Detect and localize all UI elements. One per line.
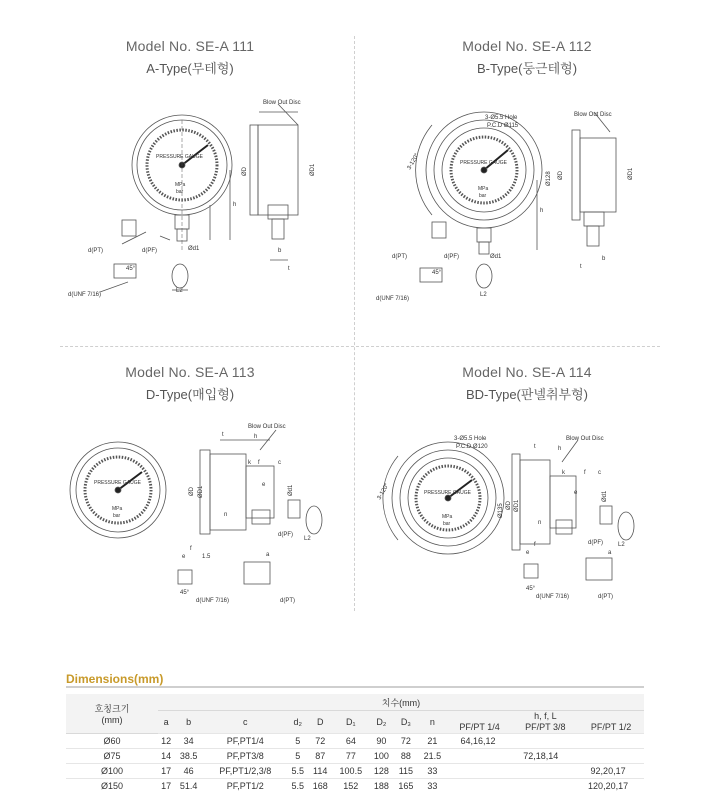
blow-out-disc-label: Blow Out Disc (566, 436, 604, 442)
col-header-d2: d₂ (288, 711, 308, 734)
table-cell-hfl14 (447, 764, 510, 779)
dim-e-small-label: e (182, 554, 186, 560)
d-pf-label: d(PF) (278, 532, 293, 538)
table-cell-D3: 165 (394, 779, 418, 794)
model-subtitle: B-Type(둥근테형) (476, 61, 578, 76)
dim-45-label: 45° (180, 590, 190, 596)
hfl-col-14: PF/PT 1/4 (459, 722, 500, 732)
table-cell-c: PF,PT1/2,3/8 (203, 764, 288, 779)
d-128-label: Ø128 (546, 171, 552, 186)
model-section-d (30, 350, 350, 610)
technical-drawing-bd (362, 350, 692, 610)
table-cell-hfl38 (509, 734, 572, 749)
dim-1-5-label: 1.5 (202, 554, 211, 560)
dim-k-label: k (248, 460, 251, 466)
dim-f-label: f (258, 460, 260, 466)
mpa-label: MPa (112, 506, 123, 512)
col-header-D: D (308, 711, 332, 734)
model-title: Model No. SE-A 112 (462, 38, 592, 54)
hfl-header-group (447, 711, 644, 734)
phi-d1-label: ØD1 (628, 167, 634, 180)
table-cell-D: 114 (308, 764, 332, 779)
phi-d1-label: ØD1 (514, 499, 520, 512)
model-title: Model No. SE-A 113 (125, 364, 255, 380)
nominal-unit-text: (mm) (101, 715, 123, 725)
col-header-D1: D₁ (332, 711, 369, 734)
nominal-size-header (66, 694, 158, 734)
l2-label: L2 (618, 542, 625, 548)
dimensions-title: Dimensions(mm) (66, 672, 164, 686)
hfl-header: h, f, L (534, 711, 557, 721)
dim-c-label: c (278, 460, 281, 466)
table-cell-hfl14 (447, 779, 510, 794)
dim-h-label: h (540, 208, 544, 214)
table-cell-D: 168 (308, 779, 332, 794)
dim-t-label: t (222, 432, 224, 438)
dimensions-body (66, 734, 644, 794)
table-cell-D2: 100 (369, 749, 393, 764)
table-cell-n: 33 (418, 779, 447, 794)
technical-drawing-d (30, 350, 350, 610)
model-subtitle: BD-Type(판넬취부형) (465, 387, 589, 402)
col-header-D2: D₂ (369, 711, 393, 734)
bar-label: bar (479, 193, 487, 199)
dimensions-rule (66, 686, 644, 688)
dim-a-label: a (266, 552, 270, 558)
dim-h-label: h (233, 202, 237, 208)
table-cell-D3: 72 (394, 734, 418, 749)
table-cell-D1: 77 (332, 749, 369, 764)
d-pt-label: d(PT) (392, 254, 407, 260)
table-cell-hfl12: 120,20,17 (572, 779, 644, 794)
bar-label: bar (443, 521, 451, 527)
table-cell-n: 33 (418, 764, 447, 779)
d-pt-label: d(PT) (598, 594, 613, 600)
d-pf-label: d(PF) (588, 540, 603, 546)
angle-label: 3-120° (376, 482, 391, 501)
table-cell-D1: 152 (332, 779, 369, 794)
table-cell-size: Ø60 (66, 734, 158, 749)
table-cell-b: 46 (174, 764, 203, 779)
phi-d1-label: ØD1 (198, 485, 204, 498)
table-cell-D1: 64 (332, 734, 369, 749)
dim-45-label: 45° (526, 586, 536, 592)
table-cell-D3: 88 (394, 749, 418, 764)
table-cell-size: Ø150 (66, 779, 158, 794)
dim-h-label: h (558, 446, 562, 452)
table-cell-d2: 5 (288, 749, 308, 764)
col-header-n: n (418, 711, 447, 734)
pressure-gauge-label: PRESSURE GAUGE (94, 480, 141, 486)
phi-d-label: ØD (506, 501, 512, 510)
table-cell-a: 17 (158, 764, 174, 779)
technical-drawing-a (30, 0, 350, 345)
d-135-label: Ø135 (498, 503, 504, 518)
d-unf-label: d(UNF 7/16) (536, 594, 570, 600)
dim-t-label: t (580, 264, 582, 270)
table-cell-c: PF,PT1/2 (203, 779, 288, 794)
pressure-gauge-label: PRESSURE GAUGE (460, 160, 507, 166)
table-cell-d2: 5.5 (288, 764, 308, 779)
hfl-col-12: PF/PT 1/2 (590, 722, 632, 732)
d-pt-label: d(PT) (280, 598, 295, 604)
phi-d-label: ØD (558, 171, 564, 180)
dim-n-label: n (538, 520, 542, 526)
dim-e-small-label: e (526, 550, 530, 556)
technical-drawing-b (362, 0, 692, 345)
hole-label: 3-Ø5.5 Hole (454, 436, 487, 442)
d-unf-label: d(UNF 7/16) (68, 292, 102, 298)
angle-label: 3-120° (406, 152, 421, 171)
table-cell-hfl14: 64,16,12 (447, 734, 510, 749)
dim-e-label: e (262, 482, 266, 488)
nominal-header-text: 호칭크기 (94, 704, 130, 714)
dim-a-label: a (608, 550, 612, 556)
d1-small-label: Ød1 (288, 484, 294, 496)
model-section-b (362, 0, 692, 345)
table-cell-c: PF,PT3/8 (203, 749, 288, 764)
quadrant-divider-vertical (354, 36, 355, 611)
dim-n-label: n (224, 512, 228, 518)
table-cell-hfl12: 92,20,17 (572, 764, 644, 779)
table-cell-a: 12 (158, 734, 174, 749)
mpa-label: MPa (442, 514, 453, 520)
table-cell-D1: 100.5 (332, 764, 369, 779)
dim-t-label: t (534, 444, 536, 450)
blow-out-disc-label: Blow Out Disc (263, 100, 301, 106)
mpa-label: MPa (175, 182, 186, 188)
table-cell-hfl14 (447, 749, 510, 764)
table-cell-b: 51.4 (174, 779, 203, 794)
dim-e-label: e (574, 490, 578, 496)
table-cell-a: 14 (158, 749, 174, 764)
dim-45-label: 45° (126, 266, 136, 272)
phi-d-label: ØD (242, 167, 248, 176)
table-cell-n: 21.5 (418, 749, 447, 764)
col-header-c: c (203, 711, 288, 734)
blow-out-disc-label: Blow Out Disc (248, 424, 286, 430)
dim-b-label: b (278, 248, 282, 254)
table-cell-c: PF,PT1/4 (203, 734, 288, 749)
phi-d1-label: ØD1 (310, 163, 316, 176)
model-section-a (30, 0, 350, 345)
table-cell-size: Ø75 (66, 749, 158, 764)
table-cell-n: 21 (418, 734, 447, 749)
bar-label: bar (113, 513, 121, 519)
dim-f-small-label: f (534, 542, 536, 548)
pcd-label: P.C.D Ø115 (487, 123, 519, 129)
d-unf-label: d(UNF 7/16) (196, 598, 230, 604)
model-subtitle: A-Type(무테형) (146, 61, 234, 76)
l2-label: L2 (304, 536, 311, 542)
table-cell-D2: 128 (369, 764, 393, 779)
table-cell-hfl38: 72,18,14 (509, 749, 572, 764)
table-row (66, 749, 644, 764)
hole-label: 3-Ø5.5 Hole (485, 115, 518, 121)
model-title: Model No. SE-A 114 (462, 364, 592, 380)
dim-h-label: h (254, 434, 258, 440)
mpa-label: MPa (478, 186, 489, 192)
l2-label: L2 (480, 292, 487, 298)
table-row (66, 764, 644, 779)
table-cell-d2: 5.5 (288, 779, 308, 794)
model-section-bd (362, 350, 692, 610)
blow-out-disc-label: Blow Out Disc (574, 112, 612, 118)
dim-f-label: f (584, 470, 586, 476)
phi-d-label: ØD (189, 487, 195, 496)
pressure-gauge-label: PRESSURE GAUGE (424, 490, 471, 496)
d1-small-label: Ød1 (188, 246, 200, 252)
d-pf-label: d(PF) (444, 254, 459, 260)
hfl-col-38: PF/PT 3/8 (525, 722, 566, 732)
col-header-b: b (174, 711, 203, 734)
pressure-gauge-label: PRESSURE GAUGE (156, 154, 203, 160)
d1-small-label: Ød1 (602, 490, 608, 502)
table-cell-D3: 115 (394, 764, 418, 779)
col-header-a: a (158, 711, 174, 734)
dim-45-label: 45° (432, 270, 442, 276)
table-row (66, 779, 644, 794)
table-cell-hfl38 (509, 764, 572, 779)
table-cell-hfl12 (572, 734, 644, 749)
col-header-D3: D₃ (394, 711, 418, 734)
dimensions-table (66, 694, 644, 793)
table-cell-hfl38 (509, 779, 572, 794)
d-unf-label: d(UNF 7/16) (376, 296, 410, 302)
d1-small-label: Ød1 (490, 254, 502, 260)
group-header: 치수(mm) (158, 694, 644, 711)
table-cell-D: 87 (308, 749, 332, 764)
table-cell-size: Ø100 (66, 764, 158, 779)
dim-f-small-label: f (190, 546, 192, 552)
bar-label: bar (176, 189, 184, 195)
dim-c-label: c (598, 470, 601, 476)
table-cell-b: 38.5 (174, 749, 203, 764)
table-cell-d2: 5 (288, 734, 308, 749)
dim-k-label: k (562, 470, 565, 476)
d-pf-label: d(PF) (142, 248, 157, 254)
pcd-label: P.C.D Ø120 (456, 444, 488, 450)
table-cell-b: 34 (174, 734, 203, 749)
table-cell-a: 17 (158, 779, 174, 794)
quadrant-divider-horizontal (60, 346, 660, 347)
table-row (66, 734, 644, 749)
table-cell-D2: 188 (369, 779, 393, 794)
table-cell-D: 72 (308, 734, 332, 749)
dim-t-label: t (288, 266, 290, 272)
table-cell-hfl12 (572, 749, 644, 764)
d-pt-label: d(PT) (88, 248, 103, 254)
model-title: Model No. SE-A 111 (125, 38, 255, 54)
model-subtitle: D-Type(매입형) (145, 387, 235, 402)
l2-label: L2 (176, 288, 183, 294)
table-cell-D2: 90 (369, 734, 393, 749)
dim-b-label: b (602, 256, 606, 262)
